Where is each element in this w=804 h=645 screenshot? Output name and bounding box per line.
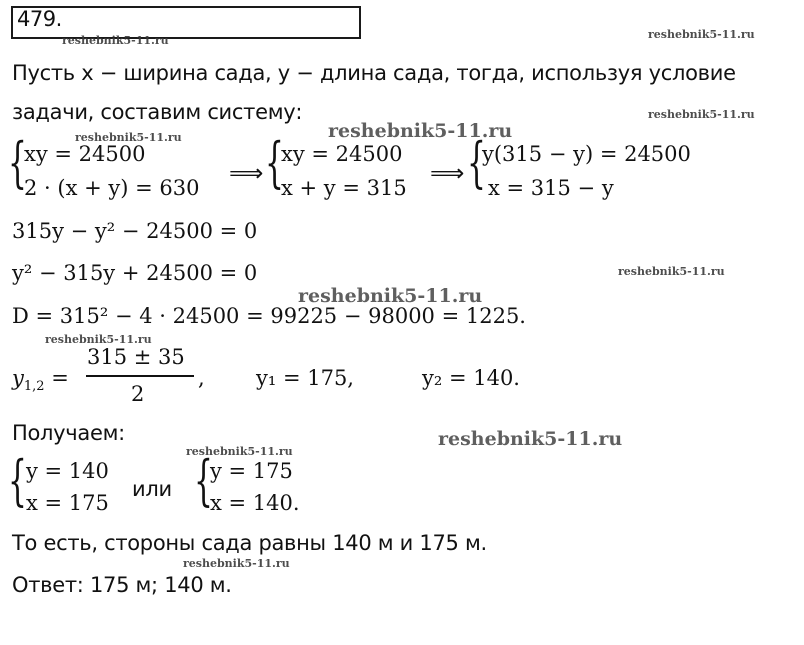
- fraction-line: [86, 375, 194, 377]
- watermark-small-6: reshebnik5-11.ru: [45, 333, 152, 346]
- problem-number: 479.: [17, 7, 62, 31]
- result-option2-eq2: x = 140.: [210, 491, 300, 515]
- system3-eq2: x = 315 − y: [488, 176, 614, 200]
- watermark-big-3: reshebnik5-11.ru: [438, 428, 623, 450]
- equation-b: y² − 315y + 24500 = 0: [12, 261, 258, 285]
- roots-lhs-sub: 1,2: [23, 379, 45, 395]
- intro-line-1: [12, 61, 736, 85]
- system3-brace: {: [467, 131, 486, 194]
- watermark-small-7: reshebnik5-11.ru: [186, 445, 293, 458]
- result-option2-eq1: y = 175: [210, 459, 293, 483]
- roots-lhs: [12, 366, 69, 395]
- watermark-small-2: reshebnik5-11.ru: [648, 28, 755, 41]
- watermark-small-1: reshebnik5-11.ru: [62, 34, 169, 47]
- roots-lhs-var: y: [12, 366, 24, 390]
- system1-eq1: xy = 24500: [24, 142, 146, 166]
- discriminant: D = 315² − 4 · 24500 = 99225 − 98000 = 1225.: [12, 304, 526, 328]
- system1-brace: {: [8, 131, 27, 194]
- system2-eq1: xy = 24500: [281, 142, 403, 166]
- watermark-big-1: reshebnik5-11.ru: [328, 120, 513, 142]
- intro-line-2: задачи, составим систему:: [12, 100, 303, 124]
- implies-arrow-2: ⟹: [430, 159, 465, 187]
- system3-eq1: y(315 − y) = 24500: [482, 142, 691, 166]
- system1-eq2: 2 · (x + y) = 630: [24, 176, 200, 200]
- result-option2-brace: {: [194, 449, 213, 512]
- roots-comma: ,: [198, 366, 205, 390]
- result-option1-brace: {: [8, 449, 27, 512]
- equation-a: 315y − y² − 24500 = 0: [12, 219, 258, 243]
- watermark-small-8: reshebnik5-11.ru: [183, 557, 290, 570]
- result-option1-eq1: y = 140: [26, 459, 109, 483]
- watermark-small-5: reshebnik5-11.ru: [618, 265, 725, 278]
- watermark-small-4: reshebnik5-11.ru: [75, 131, 182, 144]
- intro-line-1-text: Пусть x − ширина сада, y − длина сада, тогда, используя условие: [12, 61, 736, 85]
- roots-lhs-eq: =: [51, 366, 69, 390]
- answer-text: Ответ: 175 м; 140 м.: [12, 573, 232, 597]
- conclusion-text: То есть, стороны сада равны 140 м и 175 м.: [12, 531, 487, 555]
- result-option1-eq2: x = 175: [26, 491, 109, 515]
- roots-denominator: 2: [131, 382, 145, 406]
- root-y2: y₂ = 140.: [422, 366, 520, 390]
- watermark-big-2: reshebnik5-11.ru: [298, 285, 483, 307]
- roots-numerator: 315 ± 35: [87, 345, 185, 369]
- system2-brace: {: [265, 131, 284, 194]
- implies-arrow-1: ⟹: [229, 159, 264, 187]
- watermark-small-3: reshebnik5-11.ru: [648, 108, 755, 121]
- root-y1: y₁ = 175,: [256, 366, 354, 390]
- result-or-word: или: [132, 477, 172, 501]
- result-label: Получаем:: [12, 421, 125, 445]
- system2-eq2: x + y = 315: [281, 176, 407, 200]
